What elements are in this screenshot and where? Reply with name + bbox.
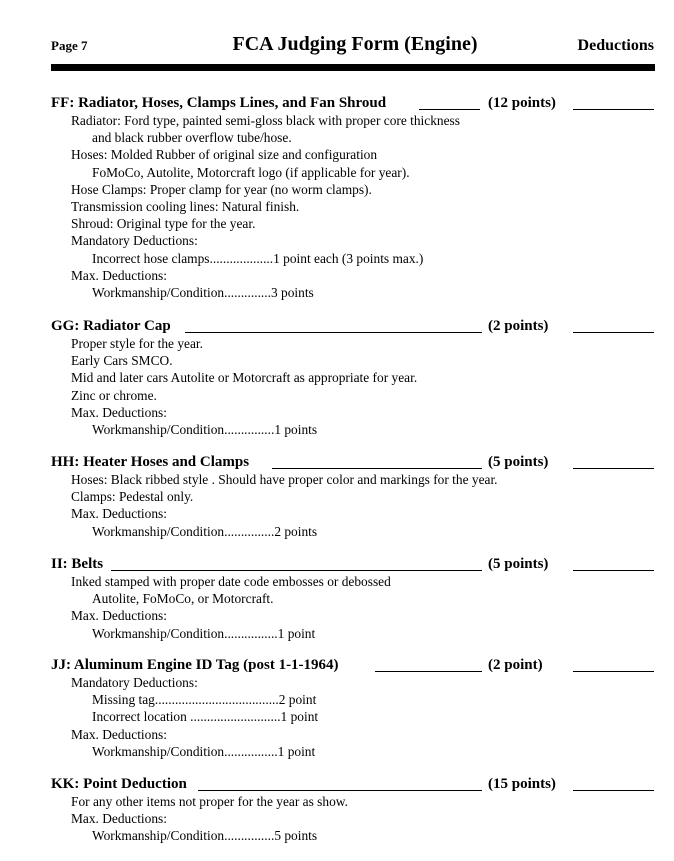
leader-dots: ............... [224, 422, 275, 438]
item-value: 1 point [280, 709, 319, 725]
section-points: (5 points) [488, 556, 549, 572]
item-label: Workmanship/Condition [92, 625, 225, 641]
item-value: 5 points [274, 828, 318, 844]
line: and black rubber overflow tube/hose. [92, 130, 292, 146]
section-title: KK: Point Deduction [51, 776, 187, 792]
deduction-blank[interactable] [573, 570, 654, 571]
item-label: Workmanship/Condition [92, 743, 225, 759]
score-blank[interactable] [185, 332, 482, 333]
line: FoMoCo, Autolite, Motorcraft logo (if applicable for year). [92, 164, 410, 180]
line: Hoses: Molded Rubber of original size and configuration [71, 147, 378, 163]
line: Inked stamped with proper date code embosses or debossed [71, 574, 391, 589]
item-label: Workmanship/Condition [92, 828, 225, 844]
score-blank[interactable] [198, 790, 482, 791]
item-value: 3 points [270, 285, 314, 301]
deduction-item [51, 421, 655, 438]
item-value: 1 point [277, 743, 316, 759]
leader-dots: ................... [209, 250, 274, 266]
section-title: FF: Radiator, Hoses, Clamps Lines, and Fan Shroud [51, 95, 387, 111]
leader-dots: ........................... [186, 709, 281, 725]
section-title: HH: Heater Hoses and Clamps [51, 454, 250, 470]
item-label: Incorrect hose clamps [92, 250, 210, 266]
score-blank[interactable] [375, 671, 482, 672]
deduction-blank[interactable] [573, 109, 654, 110]
leader-dots: .............. [224, 285, 271, 301]
line: Max. Deductions: [71, 608, 167, 624]
item-value: 2 point [278, 692, 317, 708]
section-header [51, 776, 655, 793]
leader-dots: ................ [224, 625, 278, 641]
deduction-item [51, 691, 655, 708]
deduction-item [51, 284, 655, 301]
section-points: (5 points) [488, 454, 549, 470]
line: Max. Deductions: [71, 267, 167, 283]
line: Mid and later cars Autolite or Motorcraft as appropriate for year. [71, 370, 418, 386]
section-header [51, 454, 655, 471]
item-label: Workmanship/Condition [92, 422, 225, 438]
section-ff [51, 95, 655, 301]
line: Max. Deductions: [71, 811, 167, 827]
page-title: FCA Judging Form (Engine) [232, 33, 478, 55]
score-blank[interactable] [419, 109, 480, 110]
section-header [51, 95, 655, 112]
item-label: Incorrect location [92, 709, 187, 725]
item-value: 1 point [277, 625, 316, 641]
deduction-item [51, 743, 655, 760]
line: Mandatory Deductions: [71, 675, 198, 690]
section-header [51, 318, 655, 335]
deduction-item [51, 625, 655, 642]
header-rule [51, 64, 655, 71]
line: Max. Deductions: [71, 506, 167, 522]
deduction-item [51, 827, 655, 844]
line: Proper style for the year. [71, 336, 204, 351]
deduction-blank[interactable] [573, 671, 654, 672]
section-ii [51, 556, 655, 642]
score-blank[interactable] [111, 570, 482, 571]
leader-dots: ..................................... [154, 692, 279, 708]
section-gg [51, 318, 655, 438]
deduction-item [51, 250, 655, 267]
deduction-item [51, 708, 655, 725]
section-hh [51, 454, 655, 540]
section-title: JJ: Aluminum Engine ID Tag (post 1-1-1964) [51, 657, 339, 673]
deductions-column-header: Deductions [577, 37, 654, 54]
section-points: (12 points) [488, 95, 556, 111]
item-label: Missing tag [92, 692, 155, 708]
line: Hoses: Black ribbed style . Should have proper color and markings for the year. [71, 472, 498, 487]
line: For any other items not proper for the year as show. [71, 794, 348, 809]
line: Shroud: Original type for the year. [71, 216, 256, 232]
leader-dots: ............... [224, 828, 275, 844]
section-title: GG: Radiator Cap [51, 318, 171, 334]
line: Transmission cooling lines: Natural finish. [71, 199, 300, 215]
deduction-blank[interactable] [573, 468, 654, 469]
leader-dots: ............... [224, 523, 275, 539]
section-jj [51, 657, 655, 760]
line: Early Cars SMCO. [71, 353, 173, 369]
line: Mandatory Deductions: [71, 233, 198, 249]
deduction-blank[interactable] [573, 790, 654, 791]
section-points: (2 points) [488, 318, 549, 334]
section-points: (2 point) [488, 657, 543, 673]
section-header [51, 657, 655, 674]
line: Max. Deductions: [71, 726, 167, 742]
score-blank[interactable] [272, 468, 482, 469]
line: Hose Clamps: Proper clamp for year (no worm clamps). [71, 181, 372, 197]
deduction-item [51, 523, 655, 540]
section-title: II: Belts [51, 556, 104, 572]
section-header [51, 556, 655, 573]
leader-dots: ................ [224, 743, 278, 759]
line: Zinc or chrome. [71, 387, 157, 403]
item-label: Workmanship/Condition [92, 523, 225, 539]
section-points: (15 points) [488, 776, 556, 792]
line: Radiator: Ford type, painted semi-gloss black with proper core thickness [71, 113, 460, 128]
item-label: Workmanship/Condition [92, 285, 225, 301]
item-value: 1 point each (3 points max.) [273, 250, 424, 266]
deduction-blank[interactable] [573, 332, 654, 333]
item-value: 1 points [274, 422, 318, 438]
line: Clamps: Pedestal only. [71, 489, 194, 505]
line: Autolite, FoMoCo, or Motorcraft. [92, 591, 274, 607]
section-kk [51, 776, 655, 845]
item-value: 2 points [274, 523, 318, 539]
page-number: Page 7 [51, 38, 88, 53]
line: Max. Deductions: [71, 404, 167, 420]
